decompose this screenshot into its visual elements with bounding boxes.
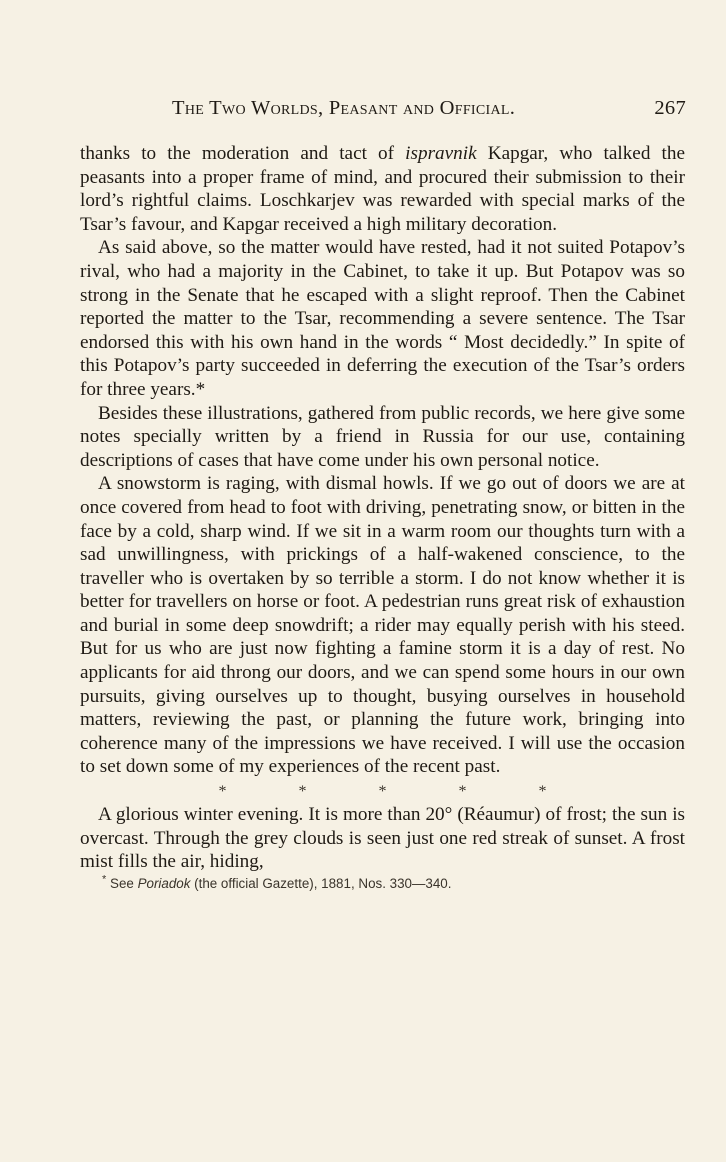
paragraph-1-text-a: thanks to the moderation and tact of	[80, 143, 406, 164]
separator-star: *	[298, 783, 307, 801]
paragraph-1-italic-term: ispravnik	[405, 143, 477, 164]
running-head	[172, 97, 686, 125]
paragraph-3	[80, 402, 685, 473]
paragraph-4-text: A snowstorm is raging, with dismal howls. If we go out of doors we are at once covered from head to foot with driving, penetrating snow, or bitten in the face by a cold, sharp wind. If we sit in a warm room our thoughts turn with a sad unwillingness, with prickings of a half-wakened conscience, to the traveller who is overtaken by so terrible a storm. I do not know whether it is better for travellers on horse or foot. A pedestrian runs great risk of exhaustion and burial in some deep snowdrift; a rider may equally perish with his steed. But for us who are just now fighting a famine storm it is a day of rest. No applicants for aid throng our doors, and we can spend some hours in our own pursuits, giving ourselves up to thought, busying ourselves in household matters, reviewing the past, or planning the future work, bringing into coherence many of the impressions we have received. I will use the occasion to set down some of my experiences of the recent past.	[80, 473, 685, 778]
footnote-mark: *	[102, 873, 107, 886]
separator-star: *	[378, 783, 387, 801]
paragraph-2-text: As said above, so the matter would have rested, had it not suited Potapov’s rival, who had a majority in the Cabinet, to take it up. But Potapov was so strong in the Senate that he escaped with a slight reproof. Then the Cabinet reported the matter to the Tsar, recommending a severe sentence. The Tsar endorsed this with his own hand in the words “ Most decidedly.” In spite of this Potapov’s party succeeded in deferring the execution of the Tsar’s orders for three years.*	[80, 237, 685, 400]
page-number: 267	[654, 97, 686, 119]
paragraph-4	[80, 472, 685, 779]
section-separator	[80, 783, 685, 801]
body-text	[80, 142, 685, 892]
footnote	[80, 875, 685, 892]
paragraph-1-text-b: Kapgar, who talked the peasants into a proper frame of mind, and procured their submission to their lord’s rightful claims. Loschkarjev was rewarded with special marks of the Tsar’s favour, and Kapgar received a high military decoration.	[80, 143, 685, 235]
paragraph-5-text: A glorious winter evening. It is more than 20° (Réaumur) of frost; the sun is overcast. Through the grey clouds is seen just one red streak of sunset. A frost mist fills the air, hiding,	[80, 804, 685, 873]
footnote-prefix: See	[110, 875, 138, 891]
paragraph-1	[80, 142, 685, 236]
separator-star: *	[218, 783, 227, 801]
separator-star: *	[458, 783, 467, 801]
footnote-italic: Poriadok	[137, 875, 191, 891]
separator-star: *	[538, 783, 547, 801]
paragraph-5	[80, 803, 685, 874]
footnote-suffix: (the official Gazette), 1881, Nos. 330—340.	[190, 875, 452, 891]
paragraph-3-text: Besides these illustrations, gathered from public records, we here give some notes specially written by a friend in Russia for our use, containing descriptions of cases that have come under his own personal notice.	[80, 402, 685, 471]
paragraph-2	[80, 236, 685, 401]
running-title: The Two Worlds, Peasant and Official.	[172, 97, 516, 119]
